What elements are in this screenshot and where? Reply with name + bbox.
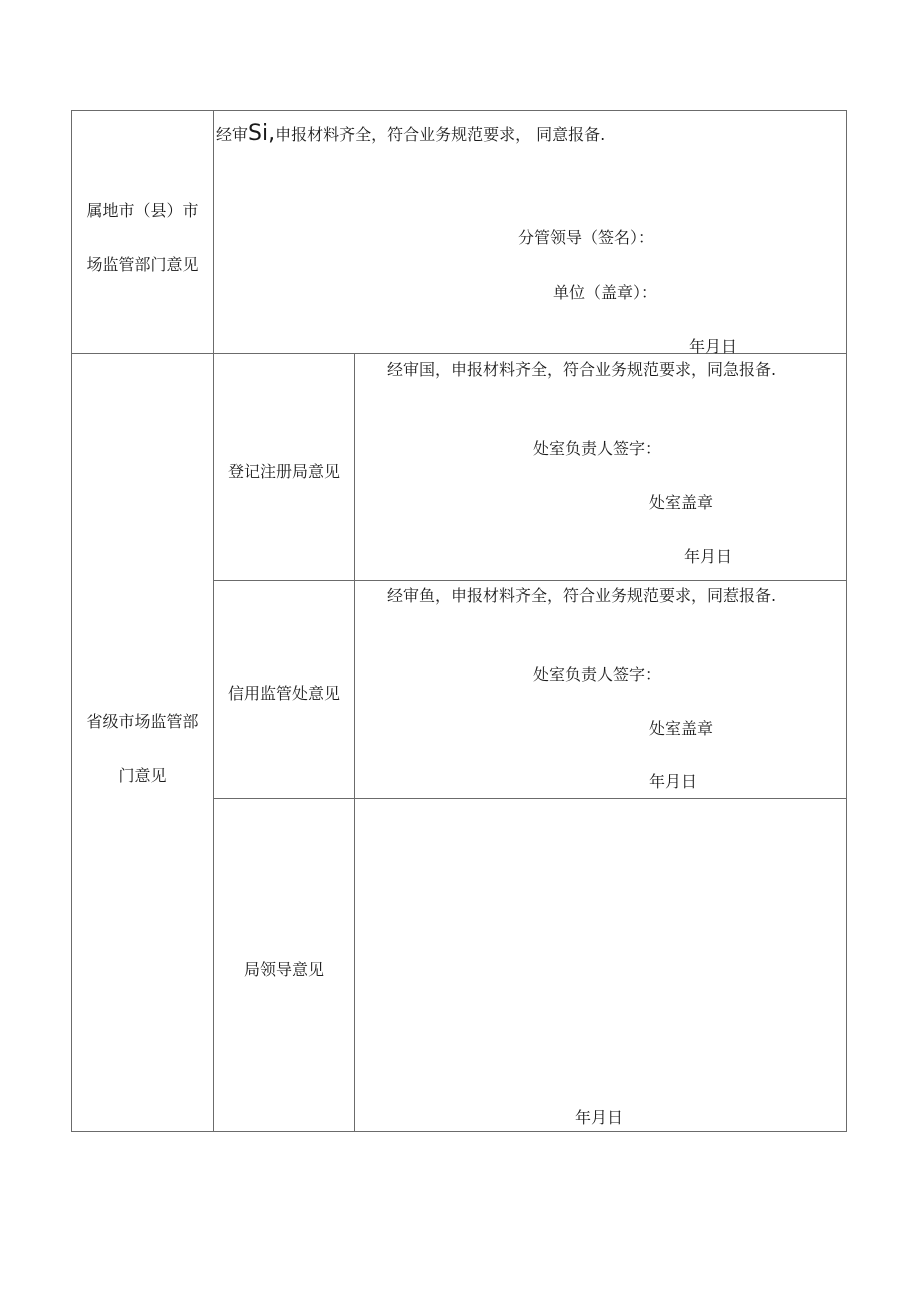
bureau-leader-label: 局领导意见 [243, 960, 324, 979]
province-label-line2: 门意见 [118, 766, 167, 785]
row-divider-2 [213, 798, 847, 799]
city-label-line2: 场监管部门意见 [86, 255, 199, 274]
credit-date: 年月日 [649, 772, 698, 791]
row-divider-1 [213, 580, 847, 581]
province-label-line1: 省级市场监管部 [86, 712, 199, 731]
city-date: 年月日 [689, 337, 738, 356]
table-bottom-border [71, 1131, 847, 1132]
city-label-line1: 属地市（县）市 [86, 201, 199, 220]
city-review-mark: Si, [248, 121, 276, 146]
credit-label: 信用监管处意见 [227, 684, 340, 703]
leader-sign-label: 分管领导（签名）： [518, 228, 655, 247]
table-right-border [846, 110, 847, 1132]
credit-review-text: 经审鱼，申报材料齐全，符合业务规范要求，同惹报备. [387, 586, 777, 605]
sublabel-column-divider [354, 353, 355, 1132]
city-review-rest: 申报材料齐全，符合业务规范要求， 同意报备. [275, 125, 606, 144]
credit-head-sign: 处室负责人签字： [533, 665, 662, 684]
registration-office-seal: 处室盖章 [649, 493, 714, 512]
city-review-text [216, 121, 606, 146]
bureau-leader-date: 年月日 [575, 1108, 624, 1127]
credit-office-seal: 处室盖章 [649, 719, 714, 738]
registration-review-text: 经审国，申报材料齐全，符合业务规范要求，同急报备. [387, 360, 777, 379]
unit-seal-label: 单位（盖章）： [553, 283, 658, 302]
registration-head-sign: 处室负责人签字： [533, 439, 662, 458]
city-review-prefix: 经审 [216, 125, 249, 144]
registration-label: 登记注册局意见 [227, 462, 340, 481]
registration-date: 年月日 [684, 547, 733, 566]
table-top-border [71, 110, 847, 111]
